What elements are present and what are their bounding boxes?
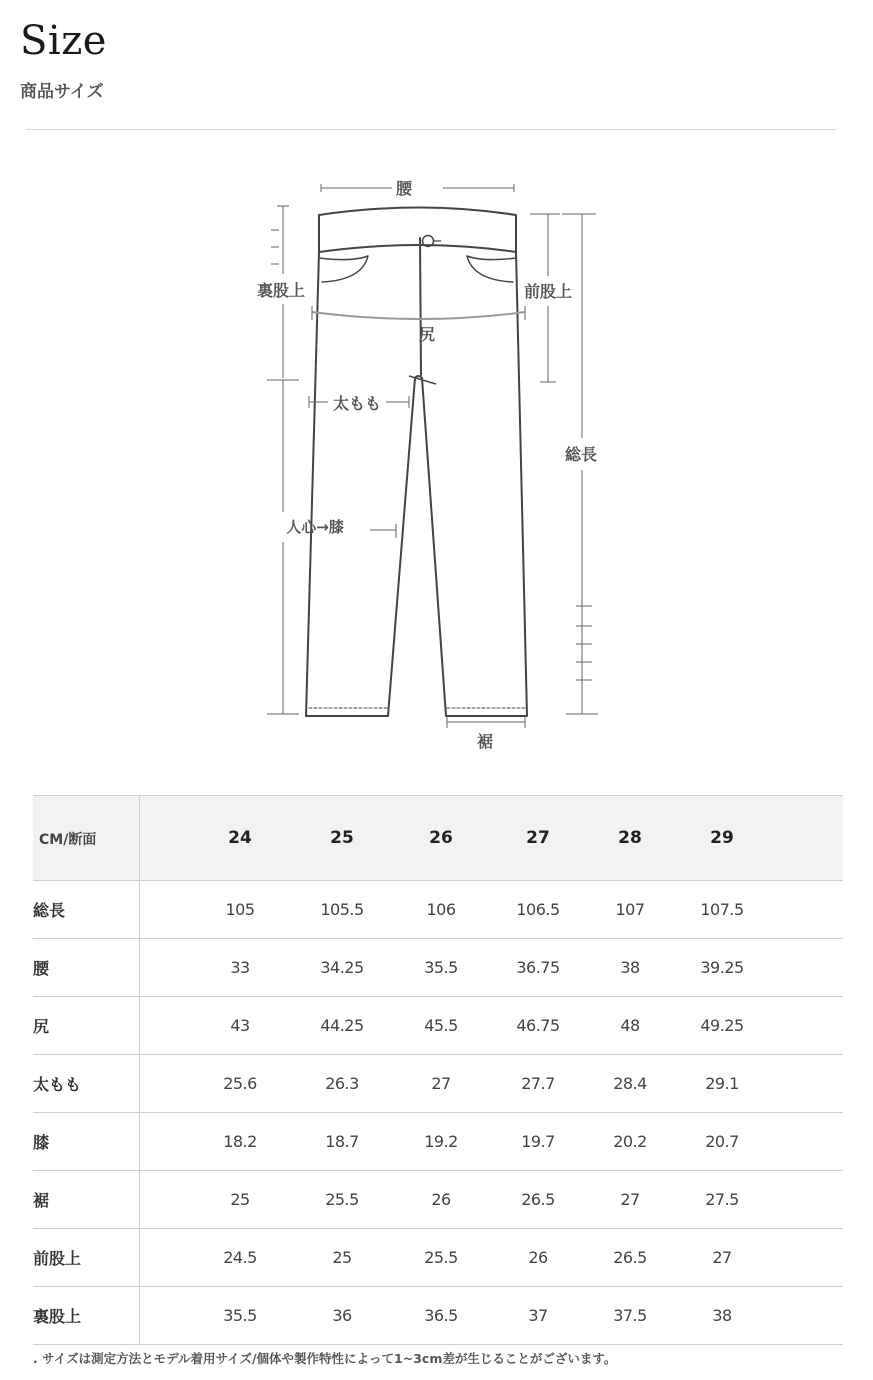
table-cell: 20.7 bbox=[705, 1132, 739, 1151]
table-cell: 34.25 bbox=[320, 958, 364, 977]
size-header: 24 bbox=[228, 828, 252, 848]
table-cell: 37.5 bbox=[613, 1306, 647, 1325]
table-cell: 39.25 bbox=[700, 958, 744, 977]
table-cell: 36 bbox=[332, 1306, 352, 1325]
right-leg-outline bbox=[422, 252, 527, 716]
table-cell: 38 bbox=[712, 1306, 732, 1325]
size-header: 28 bbox=[618, 828, 642, 848]
table-cell: 107 bbox=[615, 900, 645, 919]
table-header-row bbox=[33, 795, 843, 881]
table-cell: 35.5 bbox=[223, 1306, 257, 1325]
table-cell: 25.5 bbox=[325, 1190, 359, 1209]
right-pocket bbox=[467, 256, 516, 282]
table-cell: 19.2 bbox=[424, 1132, 458, 1151]
label-back-rise: 裏股上 bbox=[256, 281, 306, 300]
table-cell: 37 bbox=[528, 1306, 548, 1325]
table-cell: 48 bbox=[620, 1016, 640, 1035]
size-table bbox=[33, 795, 843, 1345]
table-cell: 36.5 bbox=[424, 1306, 458, 1325]
table-cell: 29.1 bbox=[705, 1074, 739, 1093]
footnote: . サイズは測定方法とモデル着用サイズ/個体や製作特性によって1~3cm差が生じることがございます。 bbox=[33, 1351, 617, 1366]
table-cell: 38 bbox=[620, 958, 640, 977]
table-row bbox=[33, 881, 843, 939]
table-cell: 106 bbox=[426, 900, 456, 919]
table-cell: 33 bbox=[230, 958, 250, 977]
left-pocket bbox=[319, 256, 368, 282]
page-title: Size bbox=[20, 18, 107, 64]
row-label: 裏股上 bbox=[33, 1307, 82, 1326]
table-cell: 28.4 bbox=[613, 1074, 647, 1093]
table-cell: 27 bbox=[620, 1190, 640, 1209]
table-cell: 19.7 bbox=[521, 1132, 555, 1151]
table-cell: 25.5 bbox=[424, 1248, 458, 1267]
row-label: 太もも bbox=[33, 1075, 82, 1094]
table-cell: 18.2 bbox=[223, 1132, 257, 1151]
table-cell: 26 bbox=[528, 1248, 548, 1267]
table-row bbox=[33, 939, 843, 997]
table-row bbox=[33, 1229, 843, 1287]
row-label: 尻 bbox=[33, 1017, 50, 1036]
table-cell: 105 bbox=[225, 900, 255, 919]
table-row bbox=[33, 1055, 843, 1113]
label-total-length: 総長 bbox=[564, 445, 598, 464]
row-label: 膝 bbox=[33, 1133, 50, 1152]
table-row bbox=[33, 1113, 843, 1171]
table-row bbox=[33, 1287, 843, 1345]
label-waist: 腰 bbox=[395, 179, 413, 198]
table-cell: 105.5 bbox=[320, 900, 364, 919]
table-cell: 45.5 bbox=[424, 1016, 458, 1035]
table-cell: 106.5 bbox=[516, 900, 560, 919]
size-header: 25 bbox=[330, 828, 354, 848]
table-cell: 26.5 bbox=[613, 1248, 647, 1267]
page-subtitle: 商品サイズ bbox=[20, 82, 104, 102]
table-cell: 43 bbox=[230, 1016, 250, 1035]
label-front-rise: 前股上 bbox=[523, 282, 573, 301]
crotch-line bbox=[420, 238, 421, 375]
table-row bbox=[33, 1171, 843, 1229]
table-cell: 25 bbox=[332, 1248, 352, 1267]
label-crotch-to-knee: 人心→膝 bbox=[286, 518, 344, 536]
table-row bbox=[33, 997, 843, 1055]
table-cell: 27.5 bbox=[705, 1190, 739, 1209]
row-label: 総長 bbox=[33, 901, 66, 920]
table-cell: 20.2 bbox=[613, 1132, 647, 1151]
table-cell: 27 bbox=[431, 1074, 451, 1093]
table-cell: 26.3 bbox=[325, 1074, 359, 1093]
table-cell: 35.5 bbox=[424, 958, 458, 977]
label-hem: 裾 bbox=[476, 732, 494, 751]
table-cell: 24.5 bbox=[223, 1248, 257, 1267]
table-cell: 27.7 bbox=[521, 1074, 555, 1093]
left-leg-outline bbox=[306, 252, 415, 716]
table-cell: 26.5 bbox=[521, 1190, 555, 1209]
label-hip: 尻 bbox=[418, 325, 436, 344]
table-cell: 25.6 bbox=[223, 1074, 257, 1093]
row-label: 裾 bbox=[33, 1191, 50, 1210]
table-cell: 27 bbox=[712, 1248, 732, 1267]
row-label: 前股上 bbox=[33, 1249, 82, 1268]
table-body bbox=[33, 881, 843, 1345]
table-cell: 18.7 bbox=[325, 1132, 359, 1151]
table-cell: 36.75 bbox=[516, 958, 560, 977]
row-label: 腰 bbox=[33, 959, 50, 978]
table-cell: 26 bbox=[431, 1190, 451, 1209]
waistband-outline bbox=[319, 208, 516, 253]
table-cell: 49.25 bbox=[700, 1016, 744, 1035]
size-header: 29 bbox=[710, 828, 734, 848]
table-corner-label: CM/断面 bbox=[39, 832, 97, 848]
table-cell: 25 bbox=[230, 1190, 250, 1209]
label-thigh: 太もも bbox=[332, 394, 382, 413]
size-header: 26 bbox=[429, 828, 453, 848]
size-header: 27 bbox=[526, 828, 550, 848]
table-cell: 44.25 bbox=[320, 1016, 364, 1035]
table-cell: 46.75 bbox=[516, 1016, 560, 1035]
table-cell: 107.5 bbox=[700, 900, 744, 919]
